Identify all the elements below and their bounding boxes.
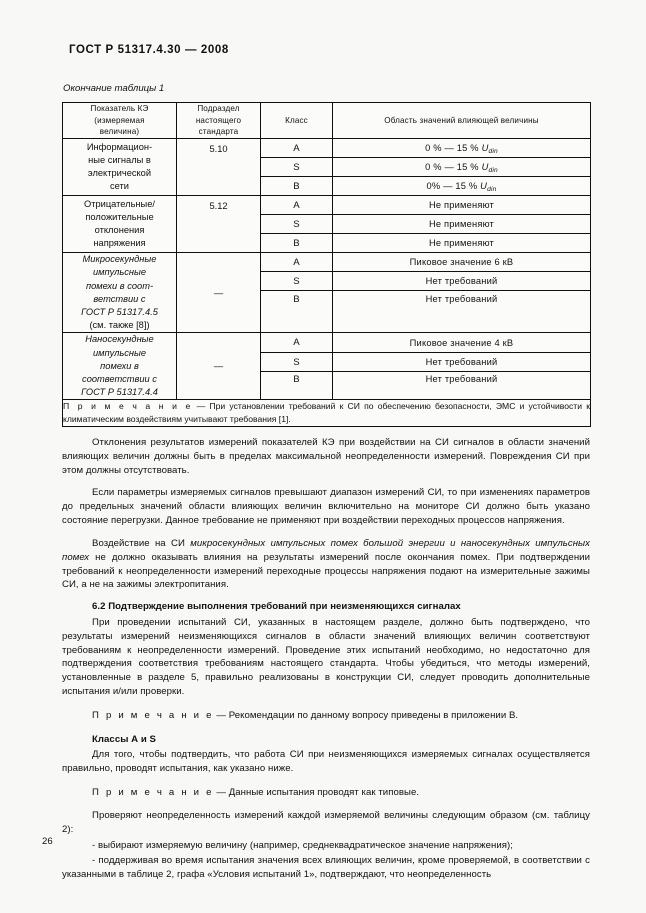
cell-class-0-0: A [261, 139, 333, 158]
table-header-row [63, 103, 591, 139]
subheading-classes-a-s: Классы А и S [92, 733, 156, 745]
value-text: 0 % — 15 % [425, 162, 482, 173]
paragraph-surge-italic: микросекундных импульсных помех большой энергии и наносекундных импульсных помех [62, 537, 591, 563]
value-symbol: U [481, 143, 489, 154]
cell-class-2-0: A [261, 253, 333, 272]
column-header-subsection-line1: Подраздел [197, 104, 240, 113]
parameter-line: ветствии с [93, 293, 146, 304]
parameter-line: напряжения [93, 238, 146, 249]
parameter-line: соответствии с [82, 373, 157, 384]
note-label: П р и м е ч а н и е [92, 709, 214, 721]
bullet-select-quantity: - выбирают измеряемую величину (например, среднеквадратическое значение напряжения); [92, 839, 513, 851]
parameter-line: электрической [87, 168, 152, 179]
note-label: П р и м е ч а н и е [92, 787, 214, 799]
section-heading-6-2: 6.2 Подтверждение выполнения требований при неизменяющихся сигналах [92, 601, 461, 613]
cell-class-3-1: S [261, 352, 333, 372]
paragraph-steady-state-tests: При проведении испытаний СИ, указанных в настоящем разделе, должно быть подтверждено, что результаты измерений неизменяющихся сигналов в области значений влияющих величин соответствуют требованиям к неопределенности измерений. Проведение этих испытаний необходимо, но недостаточно для подтверждения соответствия требованиям настоящего стандарта. Чтобы убедиться, что методы измерений, установленные в разделе 5, правильно реализованы в конструкции СИ, следует проводить дополнительные испытания и/или проверки. [62, 616, 590, 698]
table-caption: Окончание таблицы 1 [63, 83, 165, 94]
column-header-parameter-line1: Показатель КЭ [90, 104, 149, 113]
table-row [63, 253, 591, 272]
parameter-line: Микросекундные [82, 254, 157, 265]
table-body [63, 139, 591, 427]
parameter-line: ГОСТ Р 51317.4.4 [81, 387, 158, 398]
note-text: — Рекомендации по данному вопросу приведены в приложении В. [213, 709, 519, 721]
value-text: 0% — 15 % [426, 181, 481, 192]
cell-class-0-1: S [261, 158, 333, 177]
cell-class-1-2: B [261, 234, 333, 253]
paragraph-deviations: Отклонения результатов измерений показателей КЭ при воздействии на СИ сигналов в области значений влияющих величин должны быть в пределах максимальной неопределенности измерений. Повреждения СИ при этом должны отсутствовать. [62, 437, 590, 476]
requirements-table [62, 102, 591, 427]
cell-parameter-0 [63, 139, 177, 196]
paragraph-surge-immunity [62, 537, 590, 592]
parameter-line: помехи в соот- [85, 280, 154, 291]
parameter-line: отклонения [94, 225, 145, 236]
value-subscript: din [488, 167, 498, 175]
cell-class-0-2: B [261, 177, 333, 196]
value-symbol: U [481, 162, 489, 173]
cell-class-2-2: B [261, 291, 333, 333]
paragraph-surge-part1: Воздействие на СИ [92, 537, 191, 549]
cell-subsection-0: 5.10 [177, 139, 261, 196]
cell-parameter-1 [63, 196, 177, 253]
cell-value-2-2: Нет требований [333, 291, 591, 333]
note-type-tests [62, 786, 590, 800]
cell-value-2-0: Пиковое значение 6 кВ [333, 253, 591, 272]
cell-class-3-2: B [261, 372, 333, 400]
column-header-parameter [63, 103, 177, 139]
cell-value-2-1: Нет требований [333, 272, 591, 291]
cell-parameter-3 [63, 333, 177, 400]
column-header-parameter-line3: величина) [99, 127, 140, 137]
cell-parameter-2 [63, 253, 177, 333]
footnote-label: П р и м е ч а н и е [63, 401, 193, 412]
document-header: ГОСТ Р 51317.4.30 — 2008 [69, 44, 229, 56]
parameter-line: (см. также [8]) [89, 320, 150, 331]
paragraph-confirm-operation: Для того, чтобы подтвердить, что работа СИ при неизменяющихся измеряемых сигналах осуществляется правильно, проводят испытания, как указано ниже. [62, 749, 590, 775]
column-header-subsection-line2: настоящего [195, 115, 242, 125]
cell-subsection-2: — [177, 253, 261, 333]
cell-value-1-0: Не применяют [333, 196, 591, 215]
page-number: 26 [42, 836, 53, 847]
bullet-maintain-conditions: - поддерживая во время испытания значения всех влияющих величин, кроме проверяемой, в соответствии с указанными в таблице 2, графа «Условия испытаний 1», подтверждают, что неопределенность [62, 855, 590, 881]
table-row [63, 333, 591, 353]
cell-subsection-3: — [177, 333, 261, 400]
paragraph-surge-part2: не должно оказывать влияния на результаты измерений после окончания помех. При подтверждении требований к неопределенности измерений переходные процессы напряжения подают на измерительные зажимы СИ, а не на зажимы электропитания. [62, 551, 590, 591]
footnote-text: — При установлении требований к СИ по обеспечению безопасности, ЭМС и устойчивости к климатическим воздействиям учитывают требования [1]. [63, 401, 590, 425]
note-recommendations [62, 709, 590, 723]
table-header [63, 103, 591, 139]
value-subscript: din [488, 148, 498, 156]
cell-value-3-2: Нет требований [333, 372, 591, 400]
cell-value-0-1 [333, 158, 591, 177]
cell-value-3-0: Пиковое значение 4 кВ [333, 333, 591, 353]
cell-value-0-0 [333, 139, 591, 158]
cell-value-1-2: Не применяют [333, 234, 591, 253]
cell-class-3-0: A [261, 333, 333, 353]
column-header-range: Область значений влияющей величины [333, 103, 591, 139]
cell-subsection-1: 5.12 [177, 196, 261, 253]
parameter-line: ГОСТ Р 51317.4.5 [81, 306, 158, 317]
cell-class-1-1: S [261, 215, 333, 234]
parameter-line: Наносекундные [85, 334, 154, 345]
column-header-subsection-line3: стандарта [198, 127, 239, 137]
cell-value-3-1: Нет требований [333, 352, 591, 372]
table-footnote [63, 400, 591, 427]
parameter-line: импульсные [92, 347, 147, 358]
parameter-line: положительные [85, 212, 154, 223]
value-symbol: U [480, 181, 488, 192]
column-header-parameter-line2: (измеряемая [94, 115, 145, 125]
parameter-line: ные сигналы в [88, 155, 151, 166]
cell-class-1-0: A [261, 196, 333, 215]
parameter-line: помехи в [100, 360, 139, 371]
table-row [63, 139, 591, 158]
paragraph-uncertainty-check: Проверяют неопределенность измерений каждой измеряемой величины следующим образом (см. таблицу 2): [62, 809, 590, 835]
cell-value-1-1: Не применяют [333, 215, 591, 234]
cell-value-0-2 [333, 177, 591, 196]
value-text: 0 % — 15 % [425, 143, 482, 154]
parameter-line: сети [110, 181, 129, 192]
parameter-line: импульсные [92, 267, 147, 278]
column-header-subsection [177, 103, 261, 139]
table-footnote-row [63, 400, 591, 427]
paragraph-overload: Если параметры измеряемых сигналов превышают диапазон измерений СИ, то при изменениях параметров до предельных значений области влияющих величин включительно на мониторе СИ должно быть указано состояние перегрузки. Данное требование не применяют при воздействии переходных процессов напряжения. [62, 487, 590, 527]
table-row [63, 196, 591, 215]
value-subscript: din [487, 186, 497, 194]
note-text: — Данные испытания проводят как типовые. [213, 787, 420, 799]
column-header-class: Класс [261, 103, 333, 139]
parameter-line: Отрицательные/ [84, 198, 155, 209]
cell-class-2-1: S [261, 272, 333, 291]
parameter-line: Информацион- [86, 141, 153, 152]
page-content [62, 44, 590, 882]
